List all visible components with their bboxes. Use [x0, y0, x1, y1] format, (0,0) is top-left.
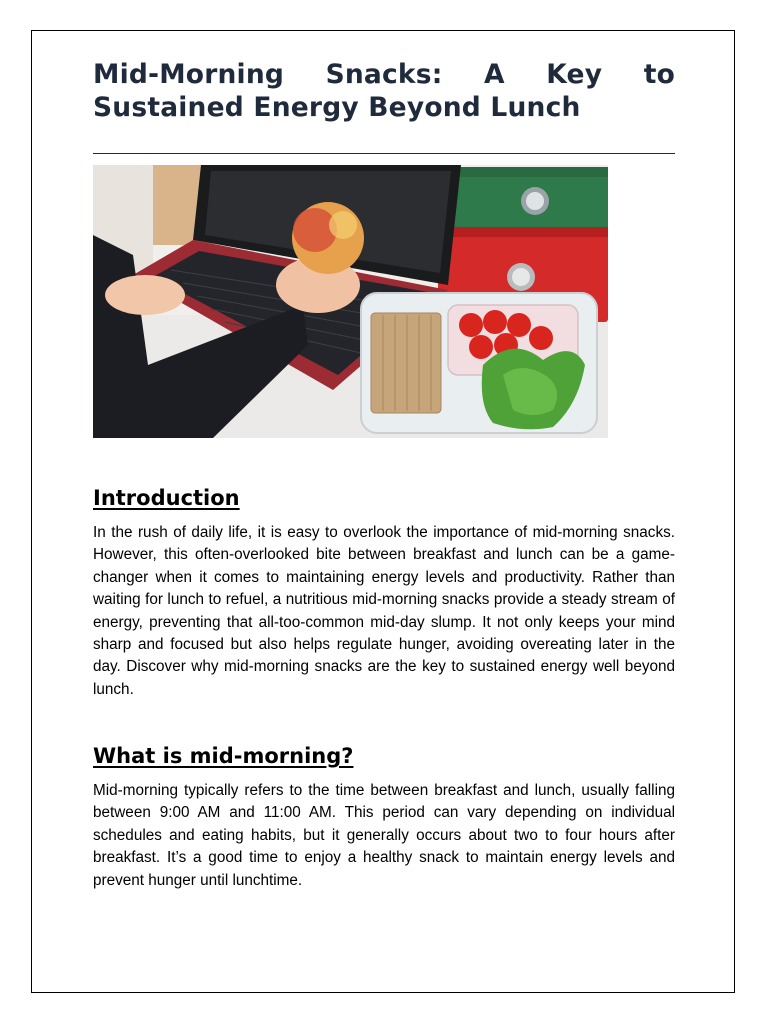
article-photo	[93, 165, 608, 438]
section-body-what-is-mid-morning: Mid-morning typically refers to the time between breakfast and lunch, usually falling between 9:00 AM and 11:00 AM. This period can vary depending on individual schedules and eating habits, but it generally occurs about two to four hours after breakfast. It’s a good time to enjoy a healthy snack to maintain energy levels and prevent hunger until lunchtime.	[93, 782, 675, 889]
page-title: Mid-Morning Snacks: A Key to Sustained Energy Beyond Lunch	[93, 59, 675, 123]
section-body-introduction: In the rush of daily life, it is easy to overlook the importance of mid-morning snacks. However, this often-overlooked bite between breakfast and lunch can be a game-changer when it comes to maintaining energy levels and productivity. Rather than waiting for lunch to refuel, a nutritious mid-morning snacks provide a steady stream of energy, preventing that all-too-common mid-day slump. It not only keeps your mind sharp and focused but also helps regulate hunger, avoiding overeating later in the day. Discover why mid-morning snacks are the key to sustained energy well beyond lunch.	[93, 524, 675, 698]
title-underline	[93, 153, 675, 154]
section-heading-what-is-mid-morning: What is mid-morning?	[93, 744, 354, 768]
section-heading-introduction: Introduction	[93, 486, 240, 510]
